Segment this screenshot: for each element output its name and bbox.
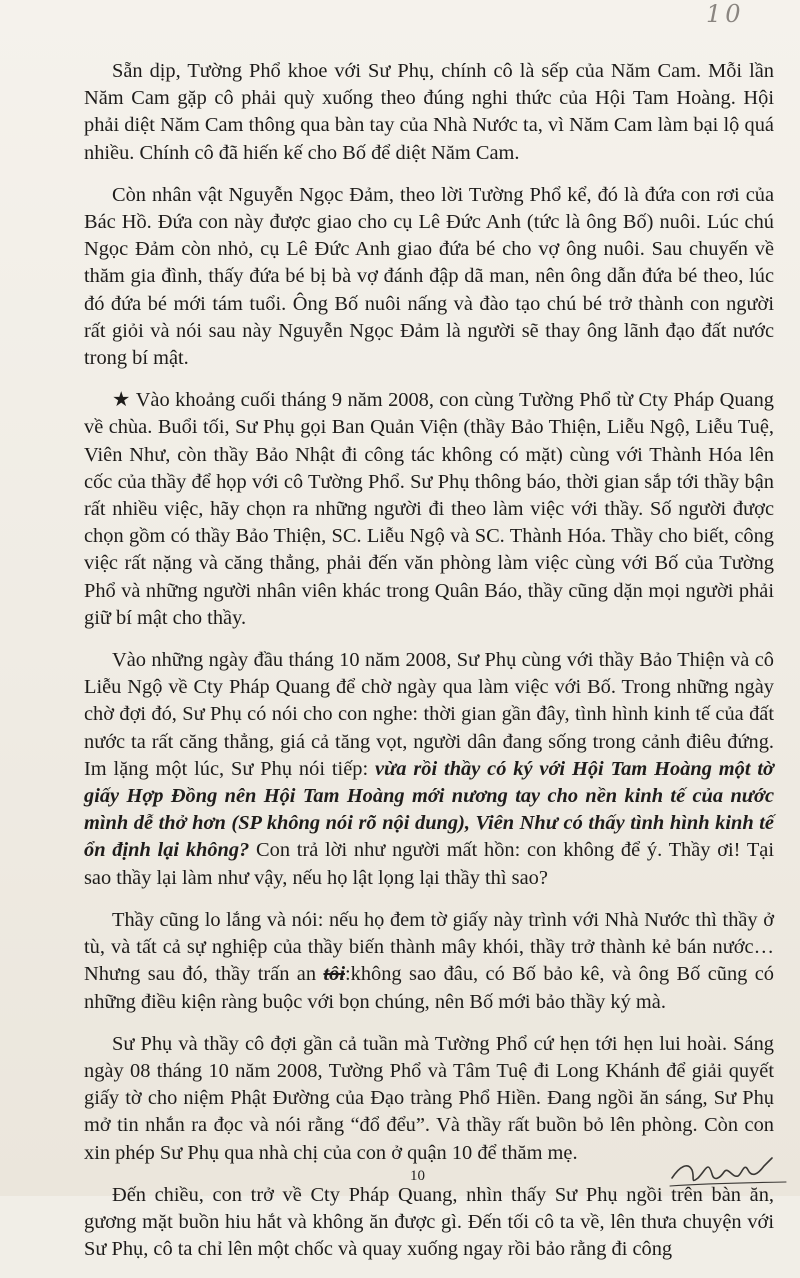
paragraph-7: Đến chiều, con trở về Cty Pháp Quang, nhìn thấy Sư Phụ ngồi trên bàn ăn, gương mặt buồn hiu hắt và không ăn được gì. Đến tối cô ta về, lên thưa chuyện với Sư Phụ, cô ta chỉ lên một chốc và quay xuống ngay rồi bảo rằng đi công (84, 1183, 774, 1261)
handwritten-signature (668, 1148, 788, 1192)
paragraph-4-text-after: Con trả lời như người mất hồn: con không để ý. Thầy ơi! Tại sao thầy lại làm như vậy, nếu họ lật lọng lại thầy thì sao? (84, 839, 774, 889)
paragraph-4-text-before: Vào những ngày đầu tháng 10 năm 2008, Sư Phụ cùng với thầy Bảo Thiện và cô Liễu Ngộ về Cty Pháp Quang để chờ ngày qua làm việc với Bố. Trong những ngày chờ đợi đó, Sư Phụ có nói cho con nghe: thời gian gần đây, tình hình kinh tế của đất nước ta rất căng thẳng, giá cả tăng vọt, người dân đang sống trong cảnh điêu đứng. Im lặng một lúc, Sư Phụ nói tiếp: (84, 649, 774, 780)
document-body (84, 58, 774, 1278)
paragraph-2: Còn nhân vật Nguyễn Ngọc Đảm, theo lời Tường Phổ kể, đó là đứa con rơi của Bác Hồ. Đứa con này được giao cho cụ Lê Đức Anh (tức là ông Bố) nuôi. Lúc chú Ngọc Đảm còn nhỏ, cụ Lê Đức Anh giao đứa bé cho vợ ông nuôi. Sau chuyến về thăm gia đình, thấy đứa bé bị bà vợ đánh đập dã man, nên ông dẫn đứa bé theo, lúc đó đứa bé mới tám tuổi. Ông Bố nuôi nấng và đào tạo chú bé trở thành con người rất giỏi và nói sau này Nguyễn Ngọc Đảm là người sẽ thay ông lãnh đạo đất nước trong bí mật. (84, 183, 774, 370)
page-number: 10 (410, 1168, 425, 1184)
paragraph-5-text-after: :không sao đâu, có Bố bảo kê, và ông Bố cũng có những điều kiện ràng buộc với bọn chúng, nên Bố mới bảo thầy ký mà. (84, 963, 775, 1013)
paragraph-4-emphasis: vừa rồi thầy có ký với Hội Tam Hoàng một tờ giấy Hợp Đồng nên Hội Tam Hoàng mới nương tay cho nền kinh tế của nước mình dễ thở hơn (SP không nói rõ nội dung), Viên Như có thấy tình hình kinh tế ổn định lại không? (84, 757, 774, 862)
paragraph-4 (84, 647, 774, 892)
paragraph-6: Sư Phụ và thầy cô đợi gần cả tuần mà Tường Phổ cứ hẹn tới hẹn lui hoài. Sáng ngày 08 tháng 10 năm 2008, Tường Phổ và Tâm Tuệ đi Long Khánh để giải quyết giấy tờ cho niệm Phật Đường của Đạo tràng Phổ Hiền. Đang ngồi ăn sáng, Sư Phụ mở tin nhắn ra đọc và nói rằng “đổ đểu”. Và thầy rất buồn bỏ lên phòng. Còn con xin phép Sư Phụ qua nhà chị của con ở quận 10 để thăm mẹ. (84, 1032, 774, 1164)
paragraph-1: Sẵn dịp, Tường Phổ khoe với Sư Phụ, chính cô là sếp của Năm Cam. Mỗi lần Năm Cam gặp cô phải quỳ xuống theo đúng nghi thức của Hội Tam Hoàng. Hội phải diệt Năm Cam thông qua bàn tay của Nhà Nước ta, vì Năm Cam làm bại lộ quá nhiều. Chính cô đã hiến kế cho Bố để diệt Năm Cam. (84, 60, 774, 164)
paragraph-3: ★ Vào khoảng cuối tháng 9 năm 2008, con cùng Tường Phổ từ Cty Pháp Quang về chùa. Buổi tối, Sư Phụ gọi Ban Quản Viện (thầy Bảo Thiện, Liễu Ngộ, Liễu Tuệ, Viên Như, còn thầy Bảo Nhật đi công tác không có mặt) cùng với Thành Hóa lên cốc của thầy để họp với cô Tường Phổ. Sư Phụ thông báo, thời gian sắp tới thầy bận rất nhiều việc, hãy chọn ra những người đi theo làm việc với thầy. Số người được chọn gồm có thầy Bảo Thiện, SC. Liễu Ngộ và SC. Thành Hóa. Thầy cho biết, công việc rất nặng và căng thẳng, phải đến văn phòng làm việc cùng với Bố của Tường Phổ và những người nhân viên khác trong Quân Báo, thầy cũng dặn mọi người phải giữ bí mật cho thầy. (84, 389, 774, 629)
paragraph-5-text-before: Thầy cũng lo lắng và nói: nếu họ đem tờ giấy này trình với Nhà Nước thì thầy ở tù, và tất cả sự nghiệp của thầy biến thành mây khói, thầy trở thành kẻ bán nước… Nhưng sau đó, thầy trấn an (84, 908, 774, 986)
paragraph-5 (84, 907, 774, 1016)
struck-correction: tôi (323, 963, 345, 986)
handwritten-page-mark: 10 (706, 0, 745, 28)
